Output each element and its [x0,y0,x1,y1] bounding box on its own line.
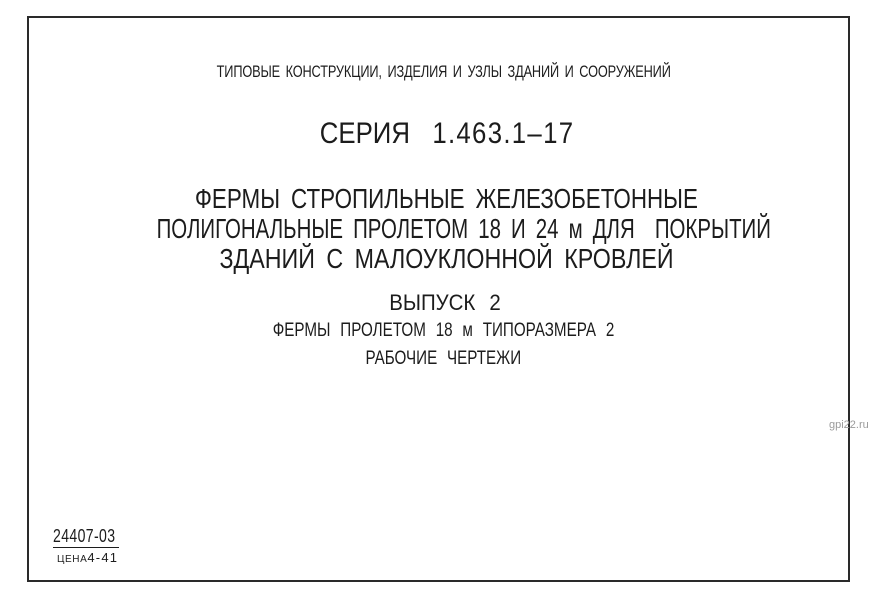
drawings-type-line [27,330,850,368]
watermark: gpi22.ru [829,419,869,431]
document-number-underline [53,547,119,548]
title-line-2-text: ПОЛИГОНАЛЬНЫЕ ПРОЛЕТОМ 18 И 24 м ДЛЯ ПОКРЫТИЙ [156,213,771,244]
title-line-3 [27,213,850,274]
document-category-text: ТИПОВЫЕ КОНСТРУКЦИИ, ИЗДЕЛИЯ И УЗЛЫ ЗДАНИЙ И СООРУЖЕНИЙ [216,62,671,81]
document-number-block [53,527,117,565]
drawings-type-label: РАБОЧИЕ ЧЕРТЕЖИ [365,348,522,369]
issue-label: ВЫПУСК 2 [388,290,501,315]
price-label: ЦЕНА [57,554,88,565]
series-label: СЕРИЯ [319,117,410,150]
series-text [320,119,575,149]
document-number: 24407-03 [53,526,116,546]
series-number: 1.463.1–17 [432,117,575,150]
series-line [27,89,850,149]
title-line-3-text: ЗДАНИЙ С МАЛОУКЛОННОЙ КРОВЛЕЙ [219,243,674,274]
price-value: 4-41 [87,550,119,565]
price-row [53,550,117,565]
document-category-line [27,46,850,80]
issue-subtitle: ФЕРМЫ ПРОЛЕТОМ 18 м ТИПОРАЗМЕРА 2 [272,320,615,341]
title-line-1-text: ФЕРМЫ СТРОПИЛЬНЫЕ ЖЕЛЕЗОБЕТОННЫЕ [194,183,698,214]
